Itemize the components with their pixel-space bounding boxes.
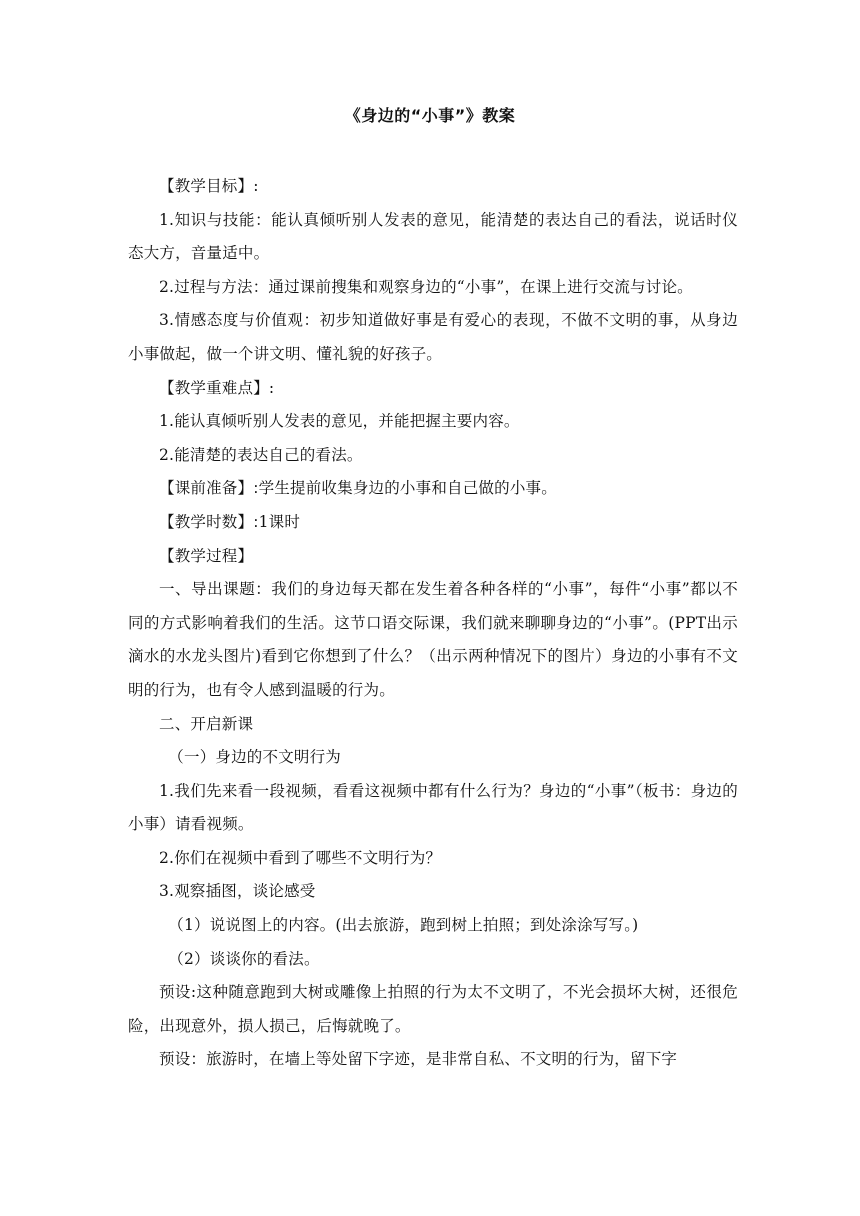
paragraph: （一）身边的不文明行为 (168, 748, 341, 767)
paragraph: 一、导出课题：我们的身边每天都在发生着各种各样的“小事”，每件“小事”都以不同的方式影响着我们的生活。这节口语交际课，我们就来聊聊身边的“小事”。(PPT出示滴水的水龙头图片)看到它你想到了什么？（出示两种情况下的图片）身边的小事有不文明的行为，也有令人感到温暖的行为。 (128, 580, 738, 699)
paragraph: （2）谈谈你的看法。 (168, 949, 320, 968)
paragraph: 1.我们先来看一段视频，看看这视频中都有什么行为？身边的“小事”（板书：身边的小事）请看视频。 (128, 781, 738, 834)
paragraph: （1）说说图上的内容。(出去旅游，跑到树上拍照；到处涂涂写写。) (168, 916, 639, 935)
section-heading-key-points: 【教学重难点】: (159, 378, 275, 397)
paragraph: 预设：旅游时，在墙上等处留下字迹，是非常自私、不文明的行为，留下字 (159, 1050, 678, 1069)
hours-line (128, 506, 738, 540)
paragraph: 3.情感态度与价值观：初步知道做好事是有爱心的表现，不做不文明的事，从身边小事做起，做一个讲文明、懂礼貌的好孩子。 (128, 311, 738, 363)
paragraph: 2.能清楚的表达自己的看法。 (159, 445, 363, 464)
paragraph: 二、开启新课 (159, 714, 254, 733)
section-heading-preparation: 【课前准备】: (159, 479, 259, 498)
paragraph: 1.能认真倾听别人发表的意见，并能把握主要内容。 (159, 412, 520, 431)
section-heading-objectives: 【教学目标】: (159, 177, 259, 195)
paragraph: 预设:这种随意跑到大树或雕像上拍照的行为太不文明了，不光会损坏大树，还很危险，出现意外，损人损己，后悔就晚了。 (128, 983, 738, 1035)
document-body (128, 170, 738, 1077)
paragraph: 2.过程与方法：通过课前搜集和观察身边的“小事”，在课上进行交流与讨论。 (159, 277, 693, 296)
section-heading-process: 【教学过程】 (159, 546, 254, 565)
paragraph: 1.知识与技能：能认真倾听别人发表的意见，能清楚的表达自己的看法，说话时仪态大方，音量适中。 (128, 210, 738, 263)
section-heading-hours: 【教学时数】: (159, 512, 259, 531)
paragraph: 2.你们在视频中看到了哪些不文明行为？ (159, 848, 442, 867)
document-title: 《身边的“小事”》教案 (344, 106, 516, 125)
preparation-line (128, 472, 738, 506)
paragraph: 3.观察插图，谈论感受 (159, 882, 316, 901)
preparation-text: 学生提前收集身边的小事和自己做的小事。 (258, 479, 557, 498)
hours-text: 1课时 (258, 512, 301, 531)
